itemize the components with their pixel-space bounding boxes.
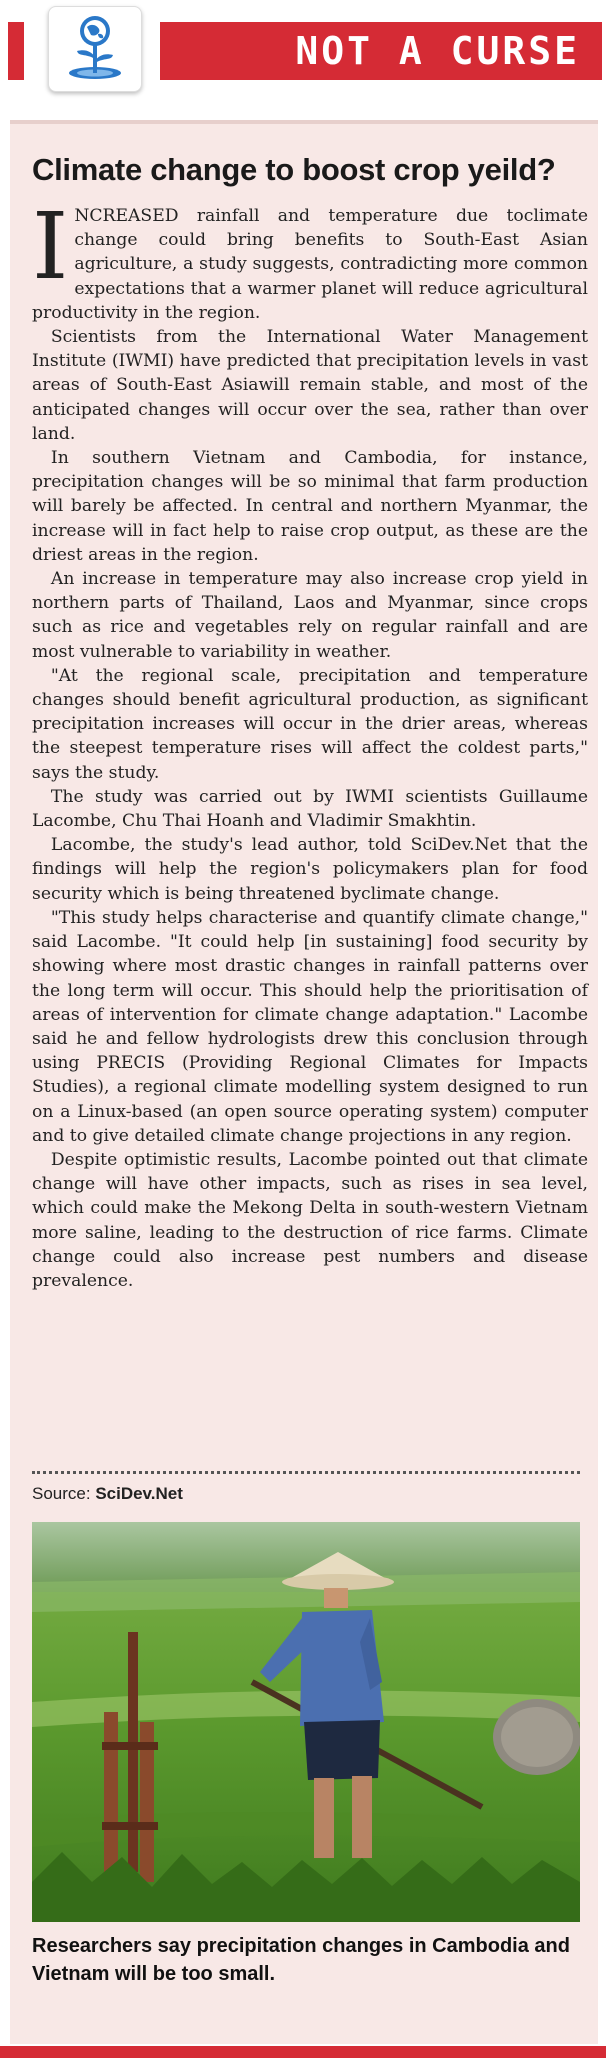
article-paragraph: In southern Vietnam and Cambodia, for instance, precipitation changes will be so minimal that farm production will barely be affected. In central and northern Myanmar, the increase will in fact help to raise crop output, as these are the driest areas in the region. [32,448,588,565]
footer-accent-bar [0,2046,606,2058]
article-paragraph: "This study helps characterise and quantify climate change," said Lacombe. "It could help [in sustaining] food security by showing where most drastic changes in rainfall patterns over the long term will occur. This should help the prioritisation of areas of intervention for climate change adaptation." Lacombe said he and fellow hydrologists drew this conclusion through using PRECIS (Providing Regional Climates for Impacts Studies), a regional climate modelling system designed to run on a Linux-based (an open source operating system) computer and to give detailed climate change projections in any region. [32,907,588,1146]
article-panel [10,120,598,2044]
article-paragraph: Lacombe, the study's lead author, told SciDev.Net that the findings will help the region's policymakers plan for food security which is being threatened byclimate change. [32,835,588,904]
article-paragraph: An increase in temperature may also increase crop yield in northern parts of Thailand, Laos and Myanmar, since crops such as rice and vegetables rely on regular rainfall and are most vulnerable to variability in weather. [32,569,588,662]
drop-cap: I [32,193,69,300]
dotted-divider [32,1471,580,1474]
source-name: SciDev.Net [95,1484,183,1503]
source-credit [32,1484,183,1504]
photo-caption: Researchers say precipitation changes in Cambodia and Vietnam will be too small. [32,1935,570,1985]
article-paragraph: "At the regional scale, precipitation and temperature changes should benefit agricultural production, as significant precipitation increases will occur in the drier areas, whereas the steepest temperature rises will affect the coldest parts," says the study. [32,665,588,783]
article-paragraph: Scientists from the International Water Management Institute (IWMI) have predicted that precipitation levels in vast areas of South-East Asiawill remain stable, and most of the anticipated changes will occur over the sea, rather than over land. [32,327,588,444]
farmer-in-rice-field-photo [32,1522,580,1922]
globe-plant-icon [48,6,142,92]
article-paragraph: Despite optimistic results, Lacombe pointed out that climate change will have other impacts, such as rises in sea level, which could make the Mekong Delta in south-western Vietnam more saline, leading to the destruction of rice farms. Climate change could also increase pest numbers and disease prevalence. [32,1149,588,1291]
header-title-bar [160,22,602,80]
article-body [32,193,588,1293]
article-headline: Climate change to boost crop yeild? [32,152,556,187]
section-title: NOT A CURSE [295,29,580,73]
source-label: Source: [32,1484,96,1503]
header-accent-bar [8,22,24,80]
page-header [0,0,606,100]
article-paragraph: INCREASED rainfall and temperature due toclimate change could bring benefits to South-East Asian agriculture, a study suggests, contradicting more common expectations that a warmer planet will reduce agricultural productivity in the region. [32,193,588,323]
article-paragraph: The study was carried out by IWMI scientists Guillaume Lacombe, Chu Thai Hoanh and Vladimir Smakhtin. [32,786,588,832]
